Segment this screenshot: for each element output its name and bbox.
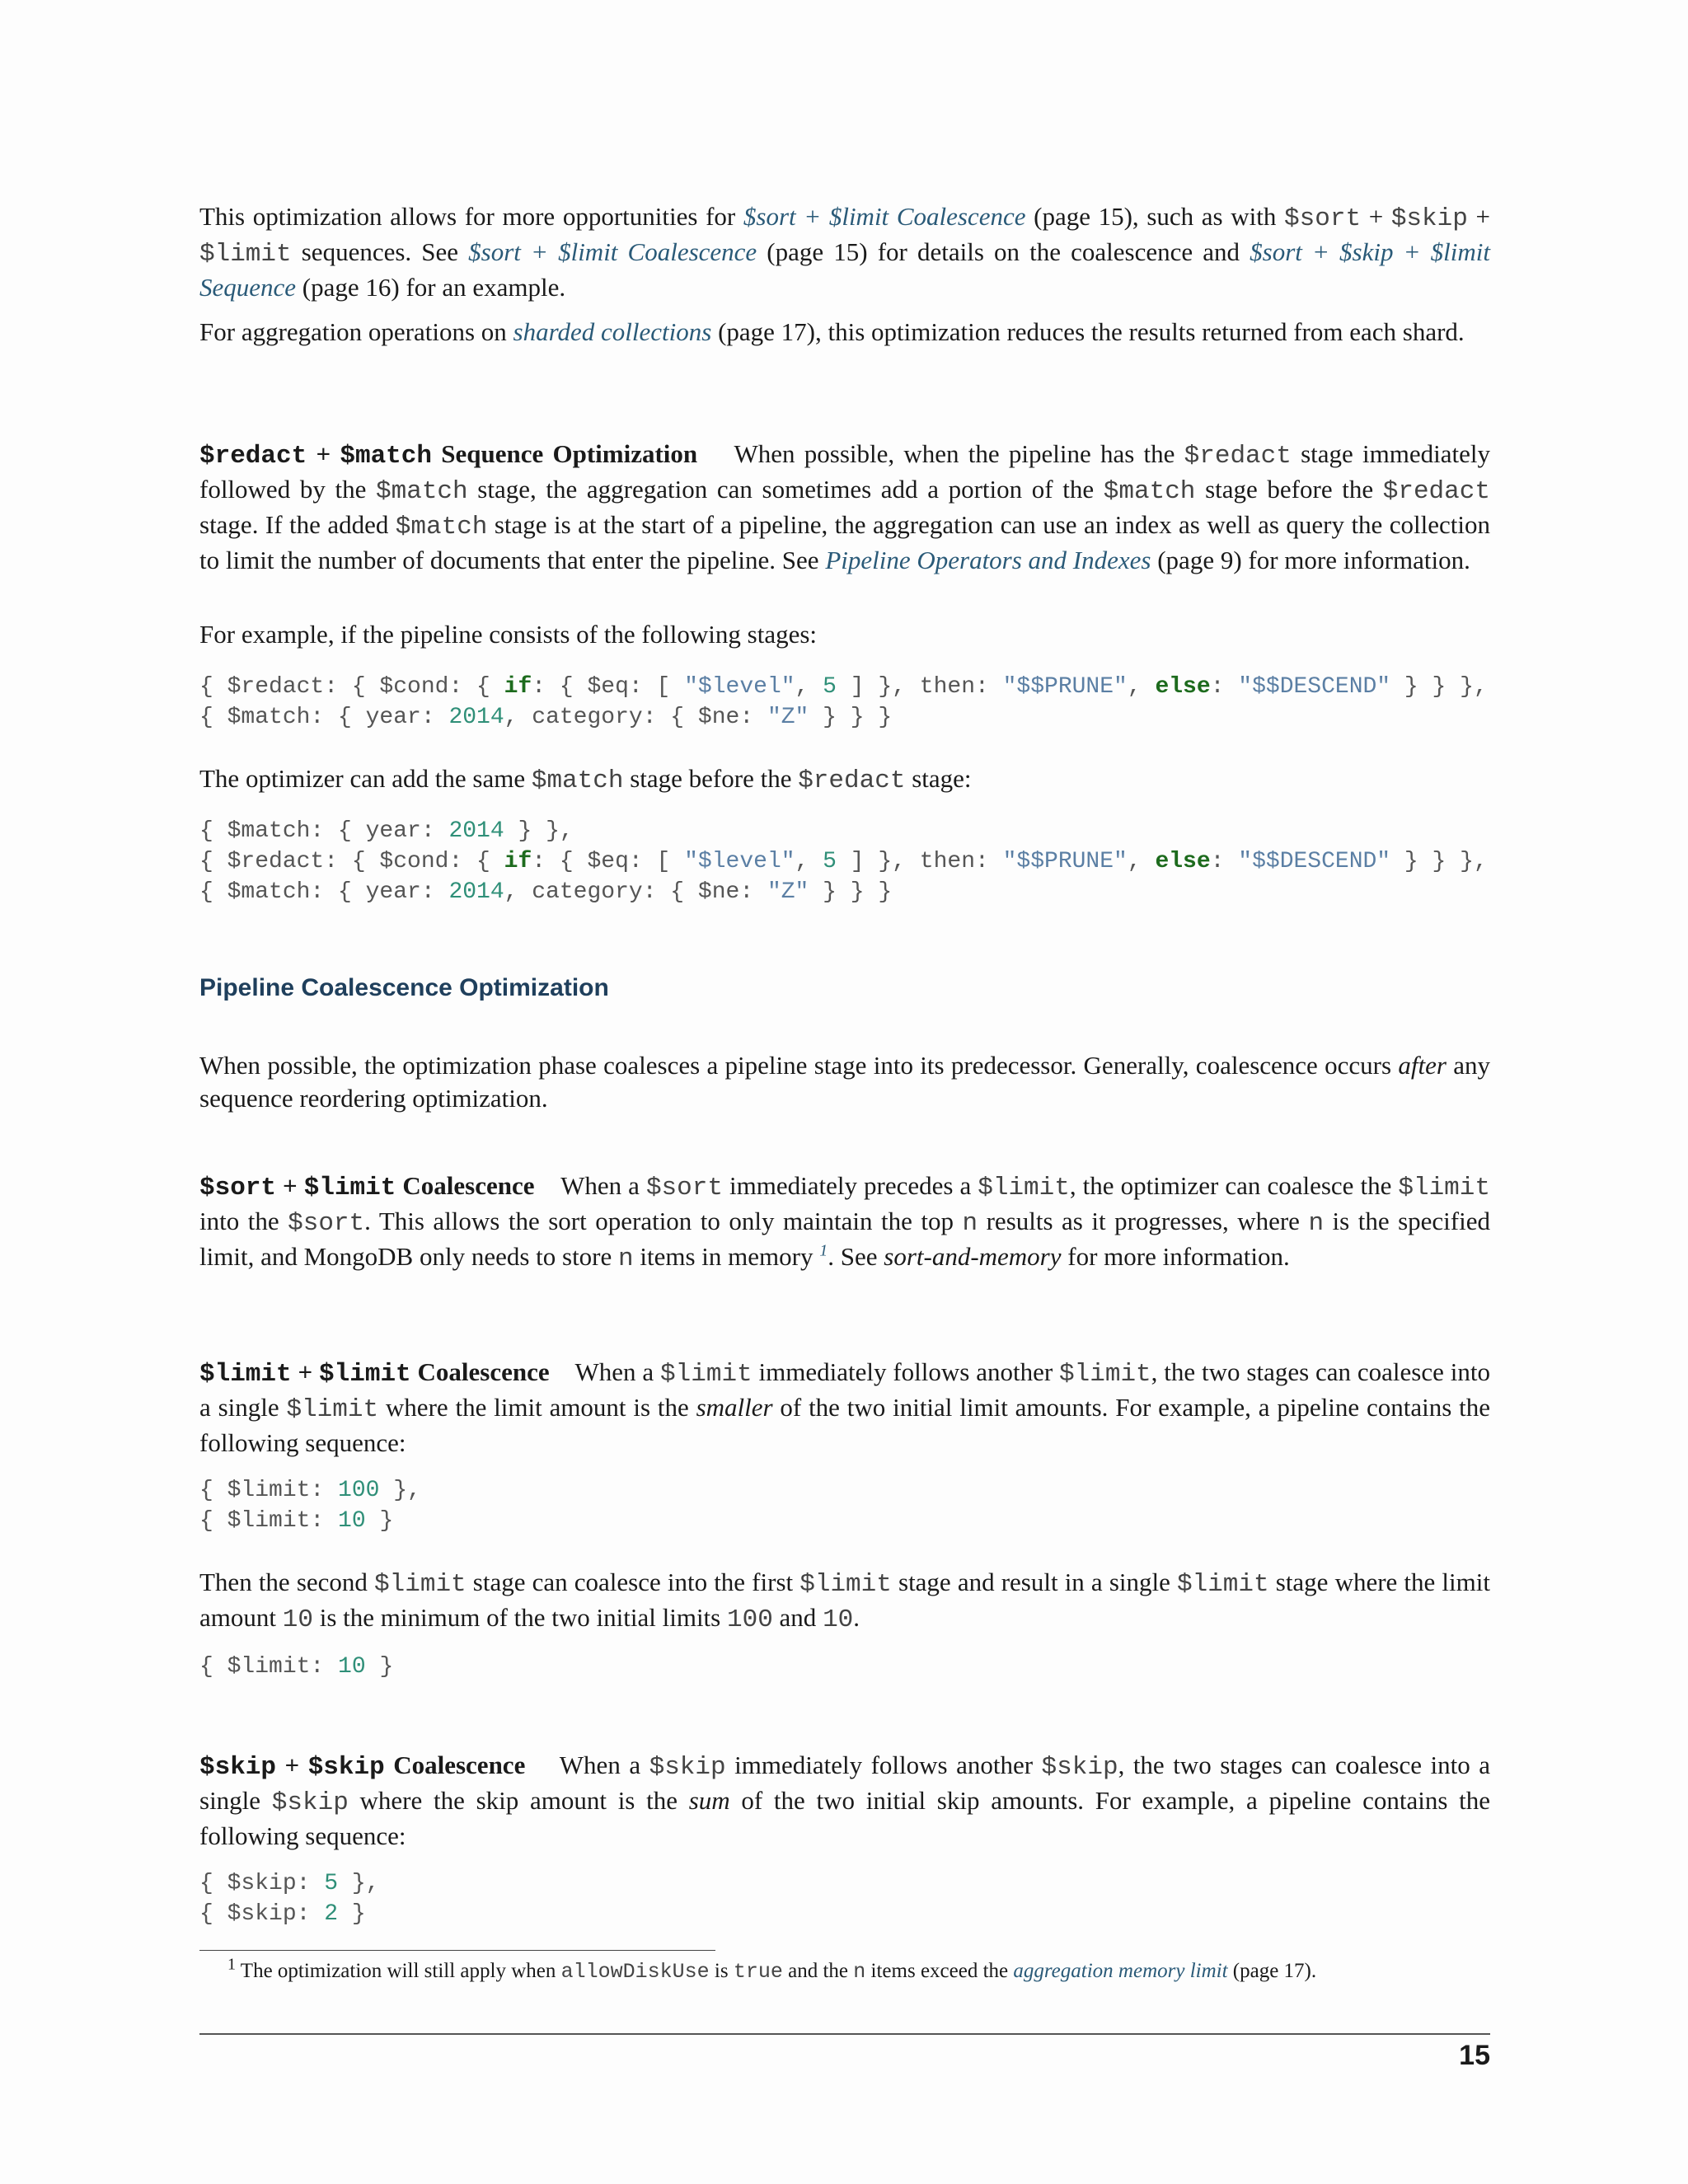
text: (page 16) for an example. [296,273,566,302]
intro-paragraph [199,200,1490,304]
text: For aggregation operations on [199,317,513,346]
text: + [1361,202,1391,231]
text: When possible, when the pipeline has the [734,439,1184,468]
skip-skip-section: $skip + $skip Coalescence When a $skip immediately follows another $skip, the two stages can coalesce into a single $skip where the skip amount is the sum of the two initial skip amounts. For example, a pipeline contains the following sequence: [199,1750,1490,1850]
code-inline: $match [1103,477,1196,506]
code-block-1: { $redact: { $cond: { if: { $eq: [ "$level", 5 ] }, then: "$$PRUNE", else: "$$DESCEND" } } }, { $match: { year: 2014, category: { $ne: "Z" } } } [199,674,1488,730]
code-inline: $match [395,513,488,541]
heading-text: + [307,439,340,468]
footer-divider [199,2033,1490,2035]
code-inline: $redact [1184,442,1292,471]
footnote: $^1$ The optimization will still apply when allowDiskUse is true and the n items exceed the aggregation memory limit (page 17). [227,1955,1317,1984]
text: (page 15), such as with [1025,202,1285,231]
section-title: Pipeline Coalescence Optimization [199,974,609,1001]
optimizer-sentence: The optimizer can add the same $match stage before the $redact stage: [199,764,972,795]
code-block-2: { $match: { year: 2014 } }, { $redact: { $cond: { if: { $eq: [ "$level", 5 ] }, then: "$$PRUNE", else: "$$DESCEND" } } }, { $match: { year: 2014, category: { $ne: "Z" } } } [199,818,1488,905]
example-intro [199,618,1490,651]
code-inline: $skip [1390,204,1468,233]
heading-text: Sequence Optimization [432,439,698,468]
link-sort-skip-limit-sequence[interactable]: $sort + $skip + $limit Sequence [199,237,1490,302]
limit-limit-section: $limit + $limit Coalescence When a $limit immediately follows another $limit, the two stages can coalesce into a single $limit where the limit amount is the smaller of the two initial limit amounts. For example, a pipeline contains the following sequence: [199,1357,1491,1457]
section-heading [199,439,698,471]
heading-code: $redact [199,442,307,471]
heading-code: $match [340,442,432,471]
coalescence-intro: When possible, the optimization phase coalesces a pipeline stage into its predecessor. Generally, coalescence occurs after any sequence reordering optimization. [199,1051,1490,1113]
link-sort-limit-coalescence[interactable]: $sort + $limit Coalescence [743,202,1026,231]
code-block-4: { $limit: 10 } [199,1654,394,1680]
code-inline: $redact [1382,477,1490,506]
text: (page 15) for details on the coalescence and [757,237,1250,266]
redact-match-section [199,438,1490,577]
text: stage is at the start of a pipeline, the aggregation can use an index as well as query the collection to limit the number of documents that enter the pipeline. See [199,510,1490,574]
text: stage before the [1195,475,1383,504]
text: stage, the aggregation can sometimes add a portion of the [467,475,1104,504]
link-aggregation-memory-limit[interactable]: aggregation memory limit [1013,1960,1228,1982]
footnote-ref[interactable]: 1 [819,1241,828,1260]
link-pipeline-operators-indexes[interactable]: Pipeline Operators and Indexes [825,546,1151,574]
footnote-divider [199,1950,715,1951]
text: sequences. See [291,237,469,266]
page-number: 15 [1459,2040,1490,2071]
code-inline: $limit [199,240,292,269]
text: For example, if the pipeline consists of the following stages: [199,620,818,649]
link-sharded-collections[interactable]: sharded collections [513,317,712,346]
limit-result-paragraph: Then the second $limit stage can coalesce into the first $limit stage and result in a single $limit stage where the limit amount 10 is the minimum of the two initial limits 100 and 10. [199,1568,1490,1634]
code-block-3: { $limit: 100 }, { $limit: 10 } [199,1478,421,1534]
code-block-5: { $skip: 5 }, { $skip: 2 } [199,1871,380,1927]
sharded-paragraph [199,316,1490,349]
text: stage immediately followed by the [199,439,1490,504]
text: stage. If the added [199,510,396,539]
code-inline: $match [376,477,468,506]
link-sort-limit-coalescence-2[interactable]: $sort + $limit Coalescence [468,237,757,266]
code-inline: $sort [1284,204,1362,233]
sort-limit-section: $sort + $limit Coalescence When a $sort immediately precedes a $limit, the optimizer can coalesce the $limit into the $sort. This allows the sort operation to only maintain the top n results as it progresses, where n is the specified limit, and MongoDB only needs to store n items in memory $^1$. See sort-and-memory for more information. [199,1171,1490,1273]
text: (page 9) for more information. [1151,546,1470,574]
text: (page 17), this optimization reduces the results returned from each shard. [711,317,1465,346]
text: This optimization allows for more opportunities for [199,202,743,231]
text: + [1467,202,1490,231]
